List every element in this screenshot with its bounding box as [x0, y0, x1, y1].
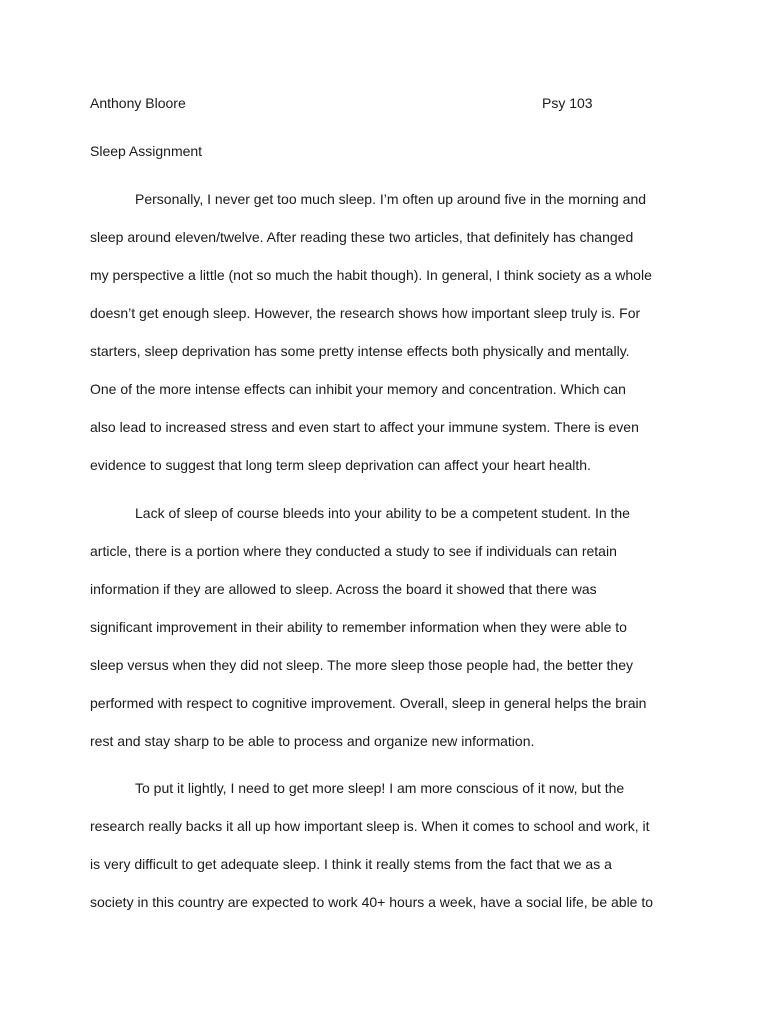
author-name: Anthony Bloore — [90, 95, 186, 111]
paragraph-line: One of the more intense effects can inhibit your memory and concentration. Which can — [90, 381, 626, 397]
paragraph-line: society in this country are expected to work 40+ hours a week, have a social life, be able to — [90, 894, 654, 910]
paragraph-line: sleep around eleven/twelve. After reading these two articles, that definitely has changed — [90, 229, 634, 245]
paragraph-line: Personally, I never get too much sleep. I’m often up around five in the morning and — [135, 191, 647, 207]
assignment-title: Sleep Assignment — [90, 143, 203, 159]
paragraph-line: is very difficult to get adequate sleep. I think it really stems from the fact that we as a — [90, 856, 612, 872]
paragraph-line: sleep versus when they did not sleep. The more sleep those people had, the better they — [90, 657, 633, 673]
paragraph-line: evidence to suggest that long term sleep deprivation can affect your heart health. — [90, 457, 591, 473]
paragraph-3 — [90, 779, 690, 931]
paragraph-line: also lead to increased stress and even start to affect your immune system. There is even — [90, 419, 639, 435]
course-name: Psy 103 — [542, 95, 593, 111]
paragraph-line: information if they are allowed to sleep. Across the board it showed that there was — [90, 581, 597, 597]
paragraph-line: performed with respect to cognitive improvement. Overall, sleep in general helps the brain — [90, 695, 647, 711]
paragraph-line: article, there is a portion where they conducted a study to see if individuals can retain — [90, 543, 617, 559]
paragraph-2 — [90, 504, 690, 770]
paragraph-line: rest and stay sharp to be able to process and organize new information. — [90, 733, 535, 749]
paragraph-line: Lack of sleep of course bleeds into your ability to be a competent student. In the — [135, 505, 630, 521]
document-header — [90, 94, 690, 112]
paragraph-line: significant improvement in their ability to remember information when they were able to — [90, 619, 627, 635]
paragraph-line: research really backs it all up how important sleep is. When it comes to school and work, it — [90, 818, 650, 834]
paragraph-line: my perspective a little (not so much the habit though). In general, I think society as a whole — [90, 267, 652, 283]
paragraph-line: To put it lightly, I need to get more sleep! I am more conscious of it now, but the — [135, 780, 625, 796]
paragraph-1 — [90, 190, 690, 494]
paragraph-line: starters, sleep deprivation has some pretty intense effects both physically and mentally. — [90, 343, 630, 359]
paragraph-line: doesn’t get enough sleep. However, the research shows how important sleep truly is. For — [90, 305, 641, 321]
